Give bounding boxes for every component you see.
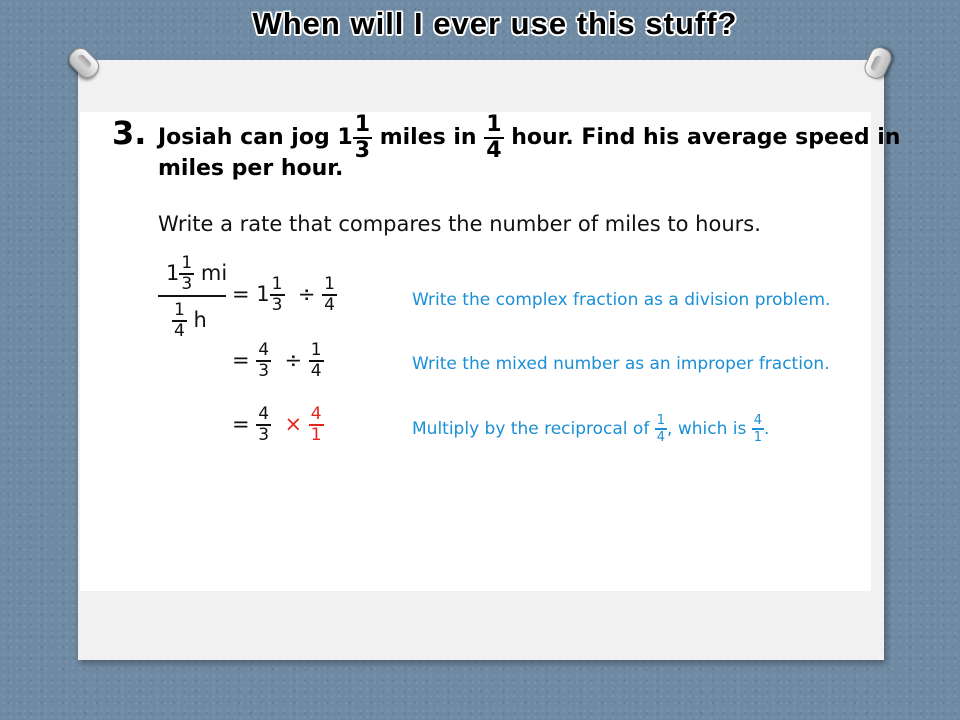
note-2: Write the mixed number as an improper fraction. bbox=[412, 354, 830, 374]
note-3-fraction-2 bbox=[752, 414, 764, 444]
question-text-2: miles in bbox=[379, 125, 477, 150]
step-2 bbox=[232, 342, 324, 380]
note-3-f1-num: 1 bbox=[656, 413, 666, 428]
note-3-fraction-1 bbox=[655, 414, 667, 444]
slide-title: When will I ever use this stuff? bbox=[252, 6, 738, 41]
step-2-equals: = bbox=[232, 348, 250, 372]
note-3-f2-den: 1 bbox=[753, 430, 763, 445]
step-2-fraction-b bbox=[309, 342, 324, 380]
question-line-1 bbox=[158, 114, 900, 162]
question-text-3: hour. Find his average speed in bbox=[511, 125, 901, 150]
complex-denominator bbox=[172, 302, 207, 340]
complex-top-whole: 1 bbox=[166, 261, 180, 285]
step-2-fraction-a bbox=[256, 342, 271, 380]
complex-top-den: 3 bbox=[181, 274, 193, 294]
step-1-b-den: 4 bbox=[324, 295, 335, 315]
note-3 bbox=[412, 414, 769, 444]
note-3-end: . bbox=[764, 419, 770, 439]
hour-fraction-num: 1 bbox=[486, 112, 502, 137]
step-2-a-den: 3 bbox=[258, 361, 270, 381]
step-3-a-num: 4 bbox=[258, 404, 270, 424]
complex-numerator bbox=[166, 255, 227, 293]
step-1-operator: ÷ bbox=[297, 282, 316, 306]
miles-fraction-den: 3 bbox=[354, 138, 371, 163]
step-3-equals: = bbox=[232, 412, 250, 436]
step-1-a-den: 3 bbox=[271, 295, 283, 315]
complex-bot-num: 1 bbox=[174, 300, 185, 320]
step-3-b-num: 4 bbox=[310, 404, 322, 424]
step-1-a-num: 1 bbox=[271, 274, 283, 294]
note-3-text-2: , which is bbox=[667, 419, 747, 439]
step-3 bbox=[232, 406, 324, 444]
miles-fraction-num: 1 bbox=[354, 112, 371, 137]
question-line-2: miles per hour. bbox=[158, 156, 344, 181]
question-text-1: Josiah can jog bbox=[158, 125, 330, 150]
step-3-fraction-a bbox=[256, 406, 271, 444]
complex-bot-den: 4 bbox=[174, 321, 185, 341]
step-1-fraction-a bbox=[270, 276, 285, 314]
step-3-b-den: 1 bbox=[310, 425, 322, 445]
step-1-b-num: 1 bbox=[324, 274, 335, 294]
miles-whole: 1 bbox=[337, 125, 353, 150]
note-1: Write the complex fraction as a division problem. bbox=[412, 290, 831, 310]
complex-bottom-fraction bbox=[172, 302, 187, 340]
step-3-fraction-b bbox=[309, 406, 324, 444]
step-1-fraction-b bbox=[322, 276, 337, 314]
complex-bot-unit: h bbox=[193, 308, 207, 332]
step-2-a-num: 4 bbox=[258, 340, 270, 360]
complex-top-fraction bbox=[179, 255, 194, 293]
step-2-operator: ÷ bbox=[284, 348, 303, 372]
step-3-operator: × bbox=[284, 412, 303, 436]
step-1 bbox=[232, 276, 337, 314]
hour-fraction bbox=[484, 114, 503, 162]
step-1-equals: = bbox=[232, 282, 250, 306]
problem-number: 3. bbox=[112, 114, 147, 152]
problem-panel bbox=[80, 112, 871, 591]
step-2-b-den: 4 bbox=[310, 361, 322, 381]
hour-fraction-den: 4 bbox=[486, 138, 502, 163]
note-3-f1-den: 4 bbox=[656, 430, 666, 445]
step-1-whole: 1 bbox=[256, 282, 270, 306]
complex-fraction-bar bbox=[158, 295, 226, 297]
instruction-text: Write a rate that compares the number of miles to hours. bbox=[158, 212, 761, 236]
miles-fraction bbox=[353, 114, 372, 162]
complex-top-unit: mi bbox=[200, 261, 228, 285]
complex-top-num: 1 bbox=[181, 253, 193, 273]
note-3-f2-num: 4 bbox=[753, 413, 763, 428]
step-2-b-num: 1 bbox=[310, 340, 322, 360]
note-3-text-1: Multiply by the reciprocal of bbox=[412, 419, 650, 439]
step-3-a-den: 3 bbox=[258, 425, 270, 445]
